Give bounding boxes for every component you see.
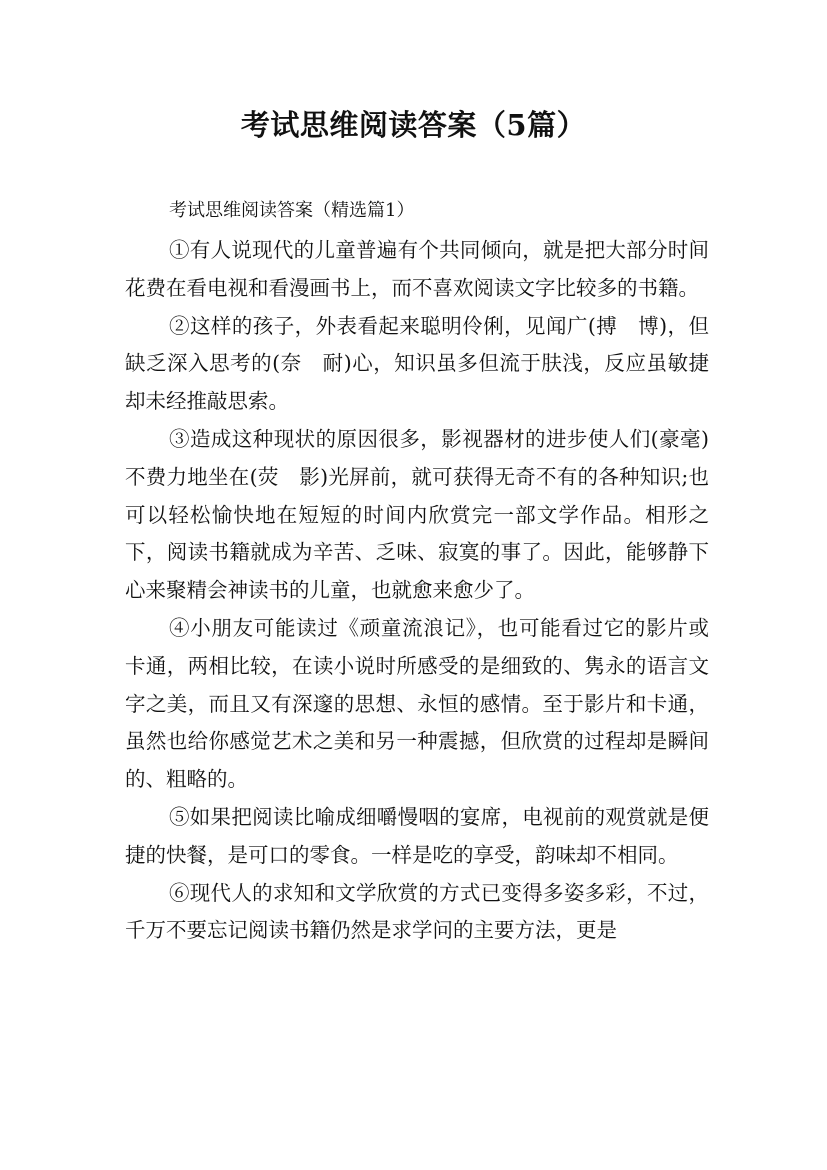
paragraph-3: ③造成这种现状的原因很多，影视器材的进步使人们(豪毫)不费力地坐在(荧 影)光屏前，就可获得无奇不有的各种知识;也可以轻松愉快地在短短的时间内欣赏完一部文学作品。相形之下，阅读书籍就成为辛苦、乏味、寂寞的事了。因此，能够静下心来聚精会神读书的儿童，也就愈来愈少了。 (125, 426, 709, 603)
paragraph-1: ①有人说现代的儿童普遍有个共同倾向，就是把大部分时间花费在看电视和看漫画书上，而不喜欢阅读文字比较多的书籍。 (125, 238, 709, 300)
document-body (125, 196, 709, 950)
paragraph-4: ④小朋友可能读过《顽童流浪记》，也可能看过它的影片或卡通，两相比较，在读小说时所感受的是细致的、隽永的语言文字之美，而且又有深邃的思想、永恒的感情。至于影片和卡通，虽然也给你感觉艺术之美和另一种震撼，但欣赏的过程却是瞬间的、粗略的。 (125, 615, 709, 792)
paragraph-5: ⑤如果把阅读比喻成细嚼慢咽的宴席，电视前的观赏就是便捷的快餐，是可口的零食。一样是吃的享受，韵味却不相同。 (125, 804, 709, 867)
section-heading: 考试思维阅读答案（精选篇1） (169, 200, 415, 221)
document-title: 考试思维阅读答案（5篇） (240, 108, 587, 142)
paragraph-2: ②这样的孩子，外表看起来聪明伶俐，见闻广(搏 博)，但缺乏深入思考的(奈 耐)心，知识虽多但流于肤浅，反应虽敏捷却未经推敲思索。 (125, 313, 709, 414)
paragraph-6: ⑥现代人的求知和文学欣赏的方式已变得多姿多彩，不过，千万不要忘记阅读书籍仍然是求学问的主要方法，更是 (125, 880, 709, 943)
